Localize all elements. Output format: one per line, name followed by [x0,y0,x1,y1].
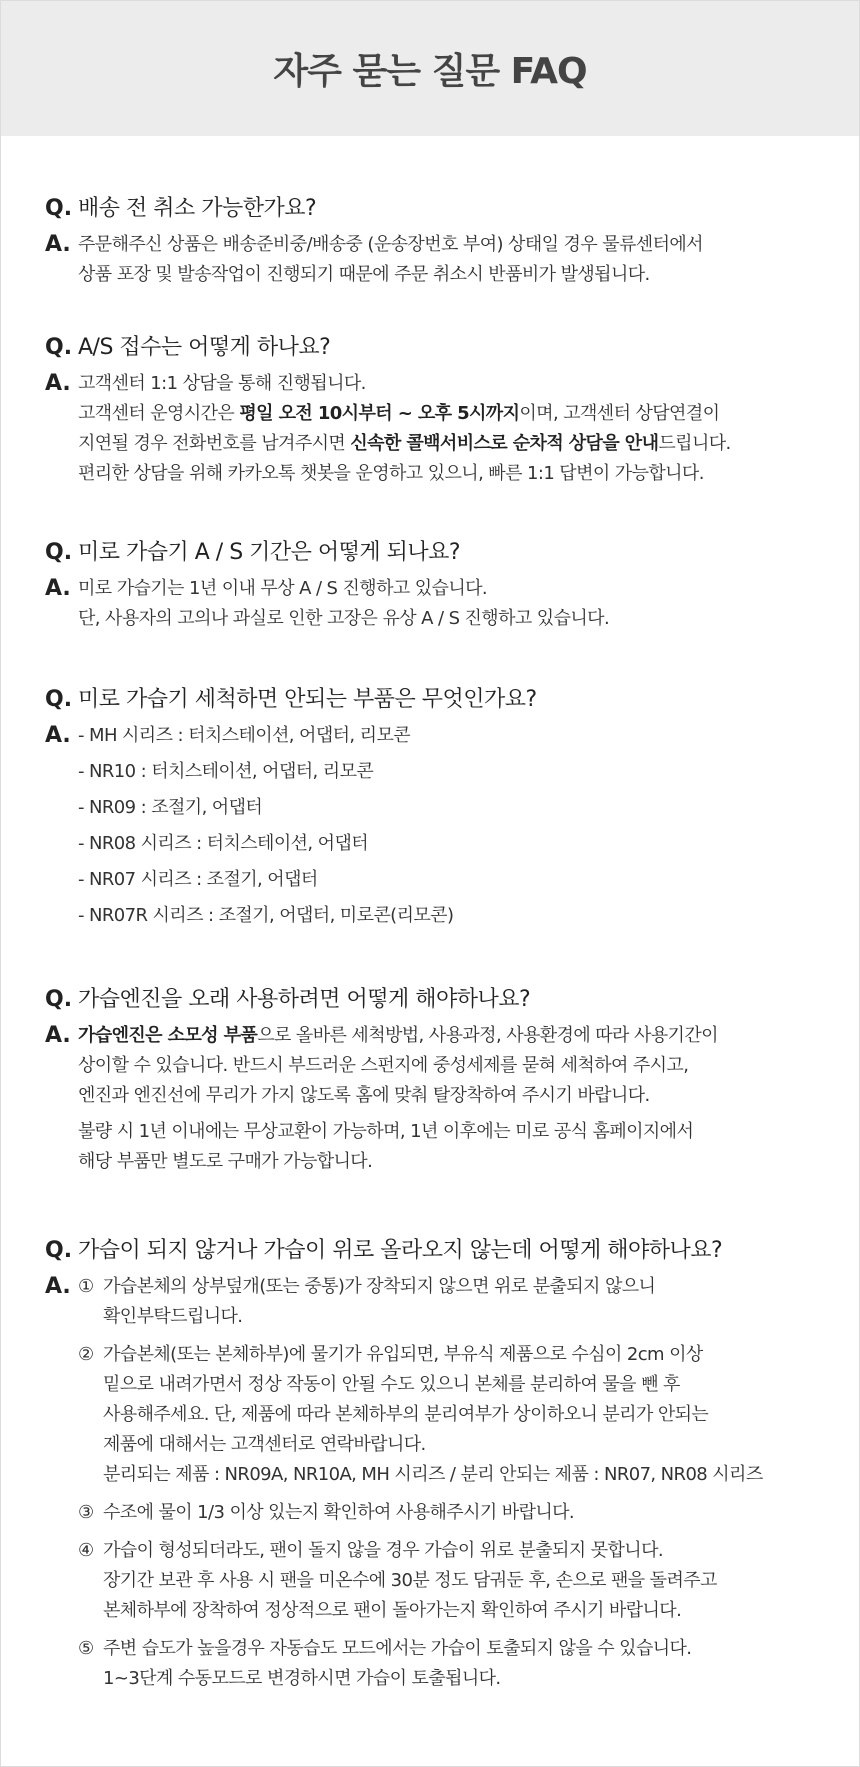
a-marker: A. [45,576,71,601]
answer-line: 불량 시 1년 이내에는 무상교환이 가능하며, 1년 이후에는 미로 공식 홈페이지에서 [78,1121,694,1142]
item-line: 수조에 물이 1/3 이상 있는지 확인하여 사용해주시기 바랍니다. [103,1502,575,1523]
item-line: 가습본체(또는 본체하부)에 물기가 유입되면, 부유식 제품으로 수심이 2cm 이상 [103,1344,703,1365]
page-title: 자주 묻는 질문 FAQ [273,51,587,92]
faq-answer [45,369,845,489]
callback-service-text: 신속한 콜백서비스로 순차적 상담을 안내 [350,433,659,454]
answer-line: 주문해주신 상품은 배송준비중/배송중 (운송장번호 부여) 상태일 경우 물류센터에서 [78,234,703,255]
faq-question [45,333,845,363]
faq-item [45,985,845,1177]
item-number: ① [78,1276,94,1297]
item-line: 제품에 대해서는 고객센터로 연락바랍니다. [103,1434,426,1455]
answer-line [78,429,845,459]
list-item: - NR10 : 터치스테이션, 어댑터, 리모콘 [78,761,374,782]
faq-answer [45,1272,845,1694]
faq-item [45,333,845,489]
item-line: 밑으로 내려가면서 정상 작동이 안될 수도 있으니 본체를 분리하여 물을 뺀 후 [103,1374,680,1395]
consumable-part-text: 가습엔진은 소모성 부품 [78,1025,258,1046]
faq-item [45,685,845,937]
numbered-item [78,1272,845,1332]
a-marker: A. [45,371,71,396]
page-header [1,1,859,136]
question-text: 가습이 되지 않거나 가습이 위로 올라오지 않는데 어떻게 해야하나요? [78,1238,723,1263]
item-line: 가습본체의 상부덮개(또는 중통)가 장착되지 않으면 위로 분출되지 않으니 [103,1276,656,1297]
item-line: 본체하부에 장착하여 정상적으로 팬이 돌아가는지 확인하여 주시기 바랍니다. [103,1600,682,1621]
answer-text: 드립니다. [658,433,731,454]
q-marker: Q. [45,196,73,221]
item-line: 장기간 보관 후 사용 시 팬을 미온수에 30분 정도 담궈둔 후, 손으로 팬을 돌려주고 [103,1570,717,1591]
item-line: 주변 습도가 높을경우 자동습도 모드에서는 가습이 토출되지 않을 수 있습니다. [103,1638,692,1659]
faq-question [45,985,845,1015]
item-line: 사용해주세요. 단, 제품에 따라 본체하부의 분리여부가 상이하오니 분리가 안되는 [103,1404,709,1425]
question-text: 미로 가습기 A / S 기간은 어떻게 되나요? [78,540,461,565]
faq-answer [45,1021,845,1177]
question-text: 배송 전 취소 가능한가요? [78,196,317,221]
faq-question [45,538,845,568]
answer-line: 미로 가습기는 1년 이내 무상 A / S 진행하고 있습니다. [78,578,488,599]
answer-text: 으로 올바른 세척방법, 사용과정, 사용환경에 따라 사용기간이 [257,1025,718,1046]
answer-line [78,399,845,429]
answer-line: 상품 포장 및 발송작업이 진행되기 때문에 주문 취소시 반품비가 발생됩니다. [78,264,650,285]
q-marker: Q. [45,687,73,712]
list-item: - NR07R 시리즈 : 조절기, 어댑터, 미로콘(리모콘) [78,905,454,926]
a-marker: A. [45,232,71,257]
answer-text: 고객센터 운영시간은 [78,403,240,424]
list-item: - NR09 : 조절기, 어댑터 [78,797,263,818]
q-marker: Q. [45,335,73,360]
answer-text: 지연될 경우 전화번호를 남겨주시면 [78,433,351,454]
item-number: ② [78,1344,94,1365]
list-item: - NR07 시리즈 : 조절기, 어댑터 [78,869,318,890]
item-number: ④ [78,1540,94,1561]
operating-hours-text: 평일 오전 10시부터 ~ 오후 5시까지 [239,403,520,424]
faq-answer [45,721,845,937]
item-number: ⑤ [78,1638,94,1659]
question-text: A/S 접수는 어떻게 하나요? [78,335,331,360]
answer-line [78,1021,845,1051]
faq-question [45,685,845,715]
a-marker: A. [45,723,71,748]
answer-line: 엔진과 엔진선에 무리가 가지 않도록 홈에 맞춰 탈장착하여 주시기 바랍니다. [78,1085,650,1106]
numbered-item [78,1536,845,1626]
q-marker: Q. [45,987,73,1012]
list-item: - NR08 시리즈 : 터치스테이션, 어댑터 [78,833,369,854]
item-line: 분리되는 제품 : NR09A, NR10A, MH 시리즈 / 분리 안되는 제품 : NR07, NR08 시리즈 [103,1464,763,1485]
answer-line: 해당 부품만 별도로 구매가 가능합니다. [78,1151,373,1172]
answer-line: 고객센터 1:1 상담을 통해 진행됩니다. [78,373,366,394]
question-text: 가습엔진을 오래 사용하려면 어떻게 해야하나요? [78,987,531,1012]
item-line: 확인부탁드립니다. [103,1306,243,1327]
faq-item [45,538,845,634]
answer-line: 편리한 상담을 위해 카카오톡 챗봇을 운영하고 있으니, 빠른 1:1 답변이 가능합니다. [78,463,704,484]
answer-text: 이며, 고객센터 상담연결이 [519,403,720,424]
item-line: 1~3단계 수동모드로 변경하시면 가습이 토출됩니다. [103,1668,501,1689]
a-marker: A. [45,1023,71,1048]
faq-item [45,1236,845,1702]
question-text: 미로 가습기 세척하면 안되는 부품은 무엇인가요? [78,687,537,712]
item-number: ③ [78,1502,94,1523]
faq-answer [45,574,845,634]
numbered-item [78,1340,845,1490]
numbered-item [78,1498,845,1528]
answer-line: 상이할 수 있습니다. 반드시 부드러운 스펀지에 중성세제를 묻혀 세척하여 주시고, [78,1055,689,1076]
faq-question [45,1236,845,1266]
answer-line: 단, 사용자의 고의나 과실로 인한 고장은 유상 A / S 진행하고 있습니다. [78,608,610,629]
faq-item [45,194,845,290]
faq-question [45,194,845,224]
q-marker: Q. [45,1238,73,1263]
list-item: - MH 시리즈 : 터치스테이션, 어댑터, 리모콘 [78,725,411,746]
q-marker: Q. [45,540,73,565]
faq-answer [45,230,845,290]
numbered-item [78,1634,845,1694]
a-marker: A. [45,1274,71,1299]
item-line: 가습이 형성되더라도, 팬이 돌지 않을 경우 가습이 위로 분출되지 못합니다. [103,1540,663,1561]
